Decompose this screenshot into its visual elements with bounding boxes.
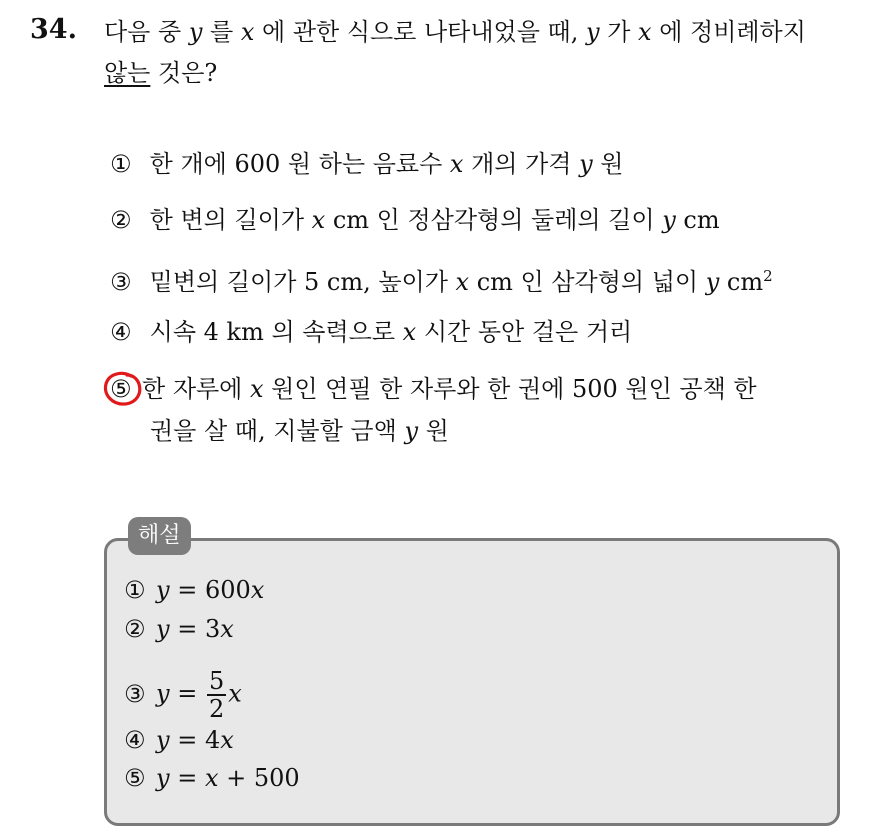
solution-line-2: ② y = 3x [124,615,234,643]
choice-number: ③ [110,268,132,296]
choice-1[interactable]: ① 한 개에 600 원 하는 음료수 x 개의 가격 y 원 [110,143,623,185]
underlined-word: 않는 [104,59,151,87]
solution-line-3: ③ y = $\frac{5}{2}$ x [124,667,242,723]
choice-number: ⑤ [110,375,132,403]
solution-line-5: ⑤ y = x + 500 [124,764,300,792]
solution-line-1: ① y = 600x [124,576,265,604]
fraction: $\frac{5}{2}$ [208,667,225,723]
choice-2[interactable]: ② 한 변의 길이가 x cm 인 정삼각형의 둘레의 길이 y cm [110,199,720,241]
choice-3[interactable]: ③ 밑변의 길이가 5 cm, 높이가 x cm 인 삼각형의 넓이 y $cm^2$ [110,255,773,303]
choice-5-continuation: 권을 살 때, 지불할 금액 y 원 [150,417,449,445]
question-number: 34. [30,14,77,45]
solution-tab-label: 해설 [128,517,191,555]
choice-number: ② [110,206,132,234]
choice-5[interactable]: ⑤ 한 자루에 x 원인 연필 한 자루와 한 권에 500 원인 공책 한 권을 살 때, 지불할 금액 y 원 [110,368,757,452]
choice-number: ① [110,150,132,178]
solution-line-4: ④ y = 4x [124,726,234,754]
choice-4[interactable]: ④ 시속 4 km 의 속력으로 x 시간 동안 걸은 거리 [110,311,632,353]
choice-number: ④ [110,318,132,346]
question-stem: 다음 중 y 를 x 에 관한 식으로 나타내었을 때, y 가 x 에 정비례하지 않는 것은? [104,18,806,87]
